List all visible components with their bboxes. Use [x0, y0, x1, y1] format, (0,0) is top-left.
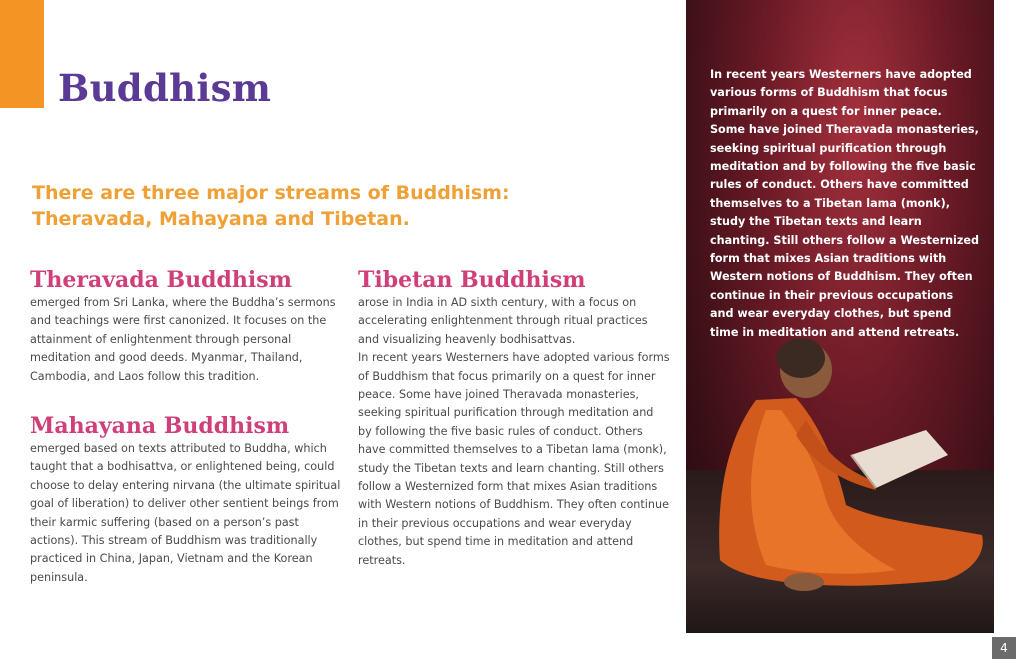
theravada-body: emerged from Sri Lanka, where the Buddha’s sermons and teachings were first canonized. It focuses on the attainment of enlightenment through personal meditation and good deeds. Myanmar, Thailand, Cambodia, and Laos follow this tradition. [30, 296, 336, 383]
tibetan-heading: Tibetan Buddhism [358, 267, 586, 293]
monk-figure [686, 330, 994, 633]
theravada-heading: Theravada Buddhism [30, 267, 292, 293]
orange-accent-bar [0, 0, 44, 108]
intro-text: There are three major streams of Buddhism: Theravada, Mahayana and Tibetan. [32, 182, 510, 230]
monk-reading-photo [686, 0, 994, 633]
right-column [358, 266, 670, 570]
left-column [30, 266, 342, 587]
tibetan-body: arose in India in AD sixth century, with a focus on accelerating enlightenment through ritual practices and visualizing heavenly bodhisattvas. In recent years Westerners have adopted various forms of Buddhism that focus primarily on a quest for inner peace. Some have joined Theravada monasteries, seeking spiritual purification through meditation and by following the five basic rules of conduct. Others have committed themselves to a Tibetan lama (monk), study the Tibetan texts and learn chanting. Still others follow a Westernized form that mixes Asian traditions with Western notions of Buddhism. They often continue in their previous occupations and wear everyday clothes, but spend time in meditation and attend retreats. [358, 296, 670, 567]
photo-overlay-text: In recent years Westerners have adopted various forms of Buddhism that focus primarily on a quest for inner peace. Some have joined Theravada monasteries, seeking spiritual purification through meditation and by following the five basic rules of conduct. Others have committed themselves to a Tibetan lama (monk), study the Tibetan texts and learn chanting. Still others follow a Westernized form that mixes Asian traditions with Western notions of Buddhism. They often continue in their previous occupations and wear everyday clothes, but spend time in meditation and attend retreats. [710, 68, 980, 339]
page-title: Buddhism [58, 66, 272, 110]
mahayana-body: emerged based on texts attributed to Buddha, which taught that a bodhisattva, or enlightened being, could choose to delay entering nirvana (the ultimate spiritual goal of liberation) to deliver other sentient beings from their karmic suffering (based on a person’s past actions). This stream of Buddhism was traditionally practiced in China, Japan, Vietnam and the Korean peninsula. [30, 442, 341, 584]
page-number: 4 [992, 637, 1016, 659]
mahayana-heading: Mahayana Buddhism [30, 413, 290, 440]
